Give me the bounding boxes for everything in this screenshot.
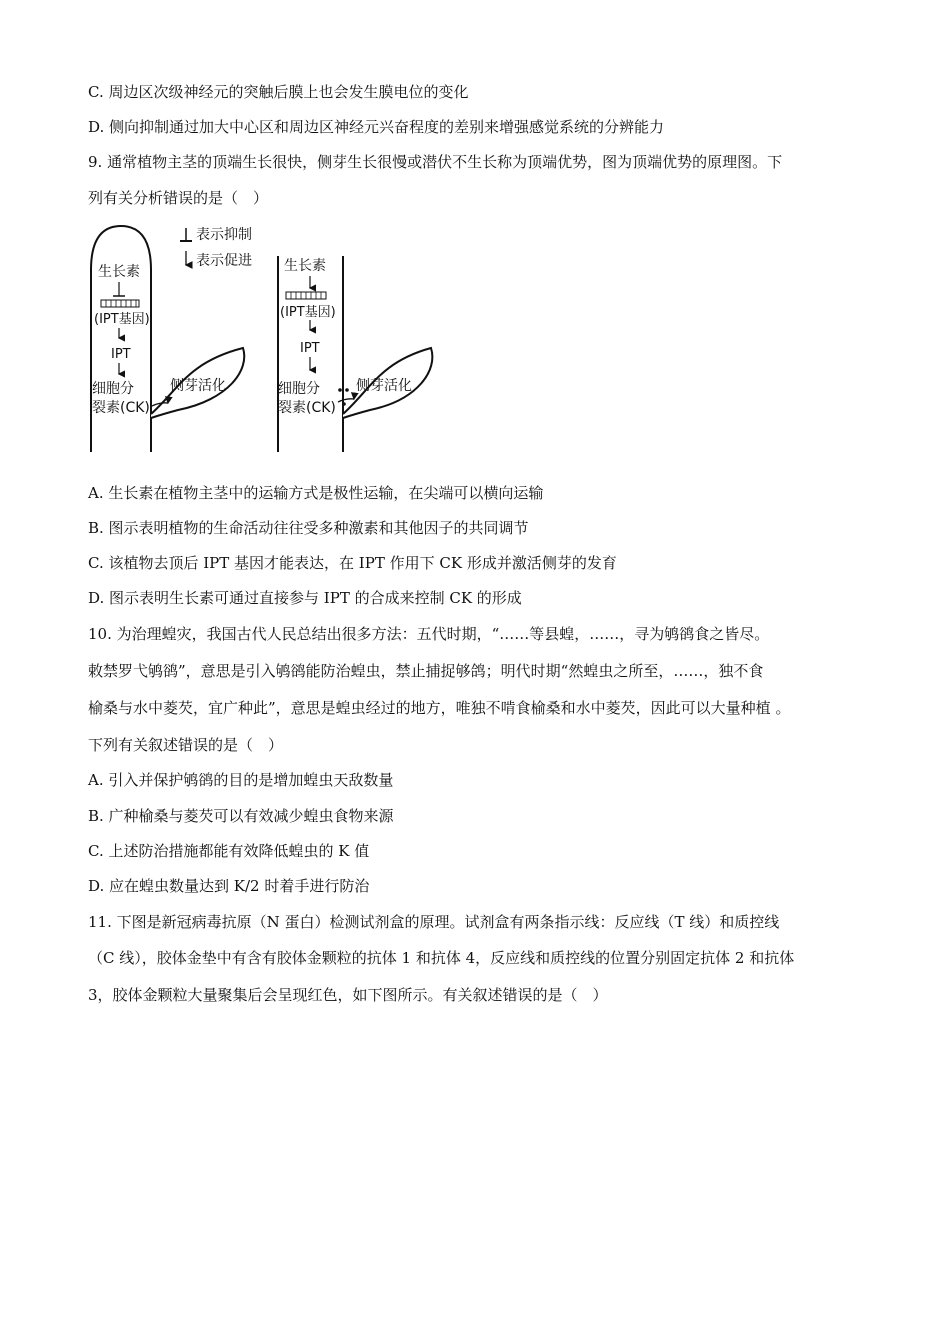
legend-promote-label: 表示促进 (196, 253, 252, 269)
left-ipt-gene-label: (IPT基因) (94, 312, 150, 327)
decapitated-plant (278, 256, 432, 452)
legend (180, 226, 252, 269)
option-9c: C. 该植物去顶后 IPT 基因才能表达，在 IPT 作用下 CK 形成并激活侧芽的发育 (88, 554, 617, 572)
left-ipt-label: IPT (111, 347, 131, 362)
question-10-stem-cont-3: 下列有关叙述错误的是（ ） (88, 736, 284, 754)
option-10d: D. 应在蝗虫数量达到 K/2 时着手进行防治 (88, 877, 370, 895)
question-9-stem-cont: 列有关分析错误的是（ ） (88, 189, 269, 207)
ck-particle (345, 388, 349, 392)
left-ipt-gene-bar (101, 300, 139, 307)
option-9d: D. 图示表明生长素可通过直接参与 IPT 的合成来控制 CK 的形成 (88, 589, 522, 607)
left-auxin-label: 生长素 (98, 264, 140, 280)
question-11-stem: 11. 下图是新冠病毒抗原（N 蛋白）检测试剂盒的原理。试剂盒有两条指示线：反应线（T 线）和质控线 (88, 913, 780, 931)
option-10a: A. 引入并保护鸲鹆的目的是增加蝗虫天敌数量 (88, 771, 394, 789)
question-9-stem: 9. 通常植物主茎的顶端生长很快，侧芽生长很慢或潜伏不生长称为顶端优势，图为顶端优势的原理图。下 (88, 153, 783, 171)
option-9b: B. 图示表明植物的生命活动往往受多种激素和其他因子的共同调节 (88, 519, 529, 537)
left-bud-label: 侧芽活化 (170, 378, 226, 394)
option-10b: B. 广种榆桑与菱芡可以有效减少蝗虫食物来源 (88, 807, 394, 825)
right-ck-label-1: 细胞分 (278, 381, 320, 397)
right-ipt-gene-label: (IPT基因) (280, 305, 336, 320)
question-11-stem-cont-2: 3，胶体金颗粒大量聚集后会呈现红色，如下图所示。有关叙述错误的是（ ） (88, 986, 608, 1004)
right-ck-label-2: 裂素(CK) (278, 400, 336, 416)
option-9c-prev: C. 周边区次级神经元的突触后膜上也会发生膜电位的变化 (88, 83, 469, 101)
right-promote-arrow (338, 399, 354, 402)
question-10-stem-cont-1: 敕禁罗弋鸲鹆”，意思是引入鸲鹆能防治蝗虫，禁止捕捉够鸽；明代时期“然蝗虫之所至，……，独不食 (88, 662, 764, 680)
left-ck-label-2: 裂素(CK) (92, 400, 150, 416)
right-ipt-label: IPT (300, 341, 320, 356)
option-9d-prev: D. 侧向抑制通过加大中心区和周边区神经元兴奋程度的差别来增强感觉系统的分辨能力 (88, 118, 665, 136)
option-10c: C. 上述防治措施都能有效降低蝗虫的 K 值 (88, 842, 370, 860)
apical-dominance-figure (88, 220, 448, 460)
legend-inhibit-label: 表示抑制 (196, 227, 252, 243)
left-ck-label-1: 细胞分 (92, 381, 134, 397)
question-11-stem-cont-1: （C 线），胶体金垫中有含有胶体金颗粒的抗体 1 和抗体 4，反应线和质控线的位置分别固定抗体 2 和抗体 (88, 949, 795, 967)
question-10-stem: 10. 为治理蝗灾，我国古代人民总结出很多方法：五代时期，“……等县蝗，……，寻为鸲鹆食之皆尽。 (88, 625, 770, 643)
ck-particle (342, 402, 346, 406)
option-9a: A. 生长素在植物主茎中的运输方式是极性运输，在尖端可以横向运输 (88, 484, 544, 502)
right-bud-label: 侧芽活化 (356, 378, 412, 394)
question-10-stem-cont-2: 榆桑与水中菱芡，宜广种此”，意思是蝗虫经过的地方，唯独不啃食榆桑和水中菱芡，因此可以大量种植 。 (88, 699, 791, 717)
intact-stem-outline (91, 226, 151, 452)
right-auxin-label: 生长素 (284, 258, 326, 274)
ck-particle (338, 388, 342, 392)
